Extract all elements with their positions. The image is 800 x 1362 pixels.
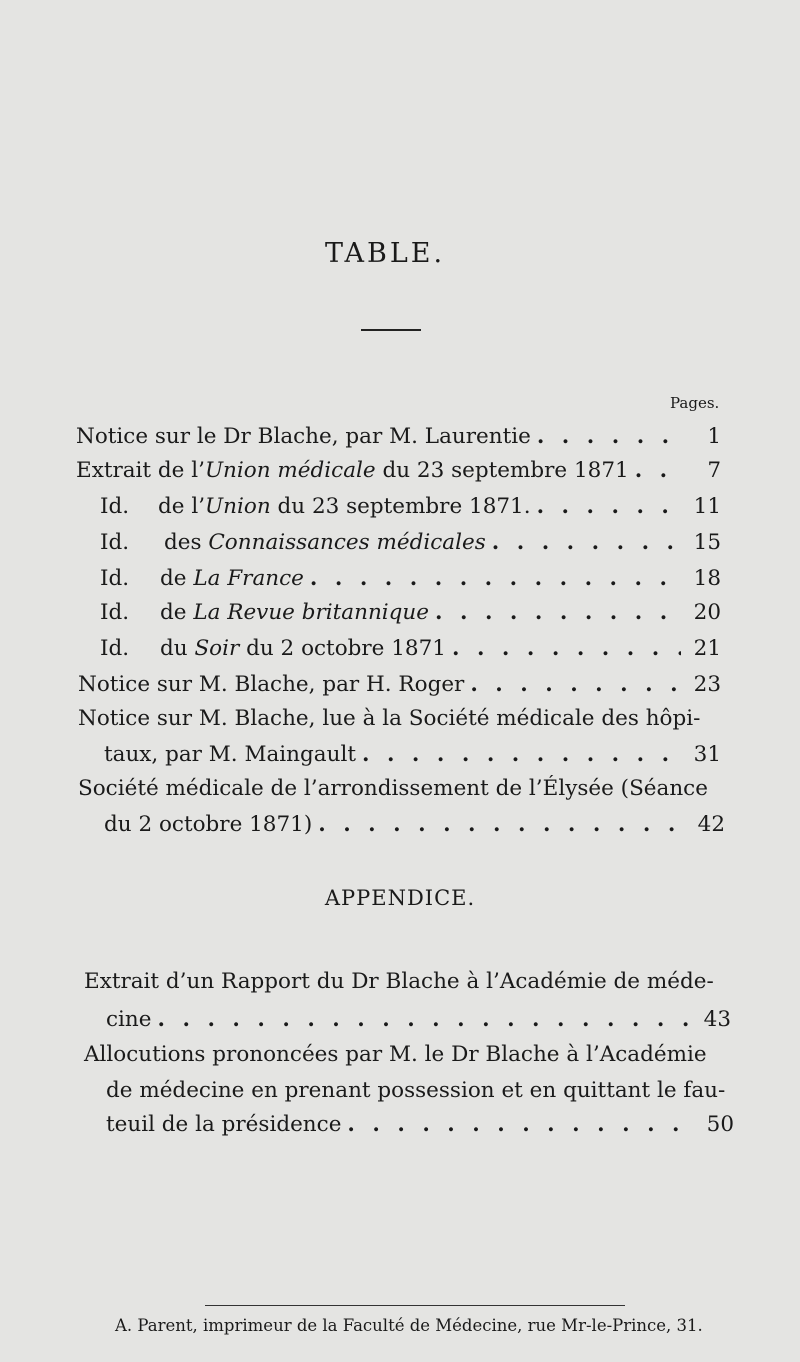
leader-dots <box>464 668 681 702</box>
publication-title: Soir <box>194 636 240 661</box>
toc-page-number: 7 <box>707 458 721 483</box>
pages-column-label: Pages. <box>670 394 720 412</box>
title-rule <box>361 329 421 331</box>
toc-entry-label: cine <box>106 1007 152 1032</box>
toc-entry[interactable] <box>104 738 721 772</box>
leader-dots <box>446 632 681 666</box>
publication-title: Union médicale <box>204 458 376 483</box>
leader-dots <box>429 596 681 630</box>
toc-entry-label: Extrait de l’Union médicale du 23 septembre 1871 <box>76 458 629 483</box>
toc-page-number: 23 <box>693 672 721 697</box>
toc-entry[interactable] <box>104 808 725 842</box>
id-label: Id. <box>100 636 130 661</box>
toc-entry[interactable] <box>100 596 721 630</box>
toc-entry-label: Id. de La Revue britannique <box>100 596 429 630</box>
id-label: Id. <box>100 566 130 591</box>
toc-entry[interactable] <box>100 526 721 560</box>
toc-entry-first-line: Allocutions prononcées par M. le Dr Blache à l’Académie <box>84 1042 707 1067</box>
id-label: Id. <box>100 494 130 519</box>
toc-page-number: 15 <box>693 530 721 555</box>
toc-entry-label: taux, par M. Maingault <box>104 742 356 767</box>
toc-entry-first-line: Société médicale de l’arrondissement de l’Élysée (Séance <box>78 776 708 801</box>
toc-page-number: 50 <box>706 1112 734 1137</box>
page-title: TABLE. <box>324 238 446 269</box>
leader-dots <box>629 454 681 488</box>
leader-dots <box>304 562 681 596</box>
toc-entry[interactable] <box>106 1108 734 1142</box>
toc-entry-label: Id. des Connaissances médicales <box>100 526 486 560</box>
printer-footer: A. Parent, imprimeur de la Faculté de Médecine, rue Mr-le-Prince, 31. <box>115 1316 703 1335</box>
toc-page-number: 43 <box>703 1007 731 1032</box>
publication-title: Connaissances médicales <box>208 530 486 555</box>
toc-page-number: 1 <box>707 424 721 449</box>
id-label: Id. <box>100 530 130 555</box>
toc-entry-first-line: Extrait d’un Rapport du Dr Blache à l’Académie de méde- <box>84 969 714 994</box>
leader-dots <box>531 490 681 524</box>
appendix-title: APPENDICE. <box>324 886 476 910</box>
toc-entry-first-line: Notice sur M. Blache, lue à la Société médicale des hôpi- <box>78 706 701 731</box>
toc-entry-label: teuil de la présidence <box>106 1112 342 1137</box>
toc-entry[interactable] <box>76 454 721 488</box>
toc-page-number: 21 <box>693 636 721 661</box>
id-label: Id. <box>100 600 130 625</box>
toc-page-number: 20 <box>693 600 721 625</box>
toc-entry-label: Notice sur le Dr Blache, par M. Laurentie <box>76 424 531 449</box>
toc-entry[interactable] <box>100 562 721 596</box>
toc-page-number: 42 <box>697 812 725 837</box>
toc-entry-label: Id. de l’Union du 23 septembre 1871. <box>100 490 531 524</box>
publication-title: La France <box>193 566 304 591</box>
toc-page-number: 31 <box>693 742 721 767</box>
toc-page-number: 11 <box>693 494 721 519</box>
leader-dots <box>486 526 681 560</box>
toc-entry[interactable] <box>100 632 721 666</box>
toc-entry[interactable] <box>106 1003 731 1037</box>
toc-entry-second-line: de médecine en prenant possession et en quittant le fau- <box>106 1078 726 1103</box>
toc-entry-label: du 2 octobre 1871) <box>104 812 313 837</box>
leader-dots <box>531 420 681 454</box>
publication-title: Union <box>205 494 271 519</box>
leader-dots <box>152 1003 692 1037</box>
footer-rule <box>205 1305 625 1306</box>
leader-dots <box>356 738 681 772</box>
toc-entry[interactable] <box>76 420 721 454</box>
publication-title: La Revue britannique <box>193 600 429 625</box>
leader-dots <box>312 808 685 842</box>
leader-dots <box>341 1108 694 1142</box>
toc-page-number: 18 <box>693 566 721 591</box>
toc-entry-label: Id. du Soir du 2 octobre 1871 <box>100 632 446 666</box>
toc-entry-label: Id. de La France <box>100 562 304 596</box>
toc-entry-label: Notice sur M. Blache, par H. Roger <box>78 672 465 697</box>
toc-entry[interactable] <box>100 490 721 524</box>
toc-entry[interactable] <box>78 668 721 702</box>
